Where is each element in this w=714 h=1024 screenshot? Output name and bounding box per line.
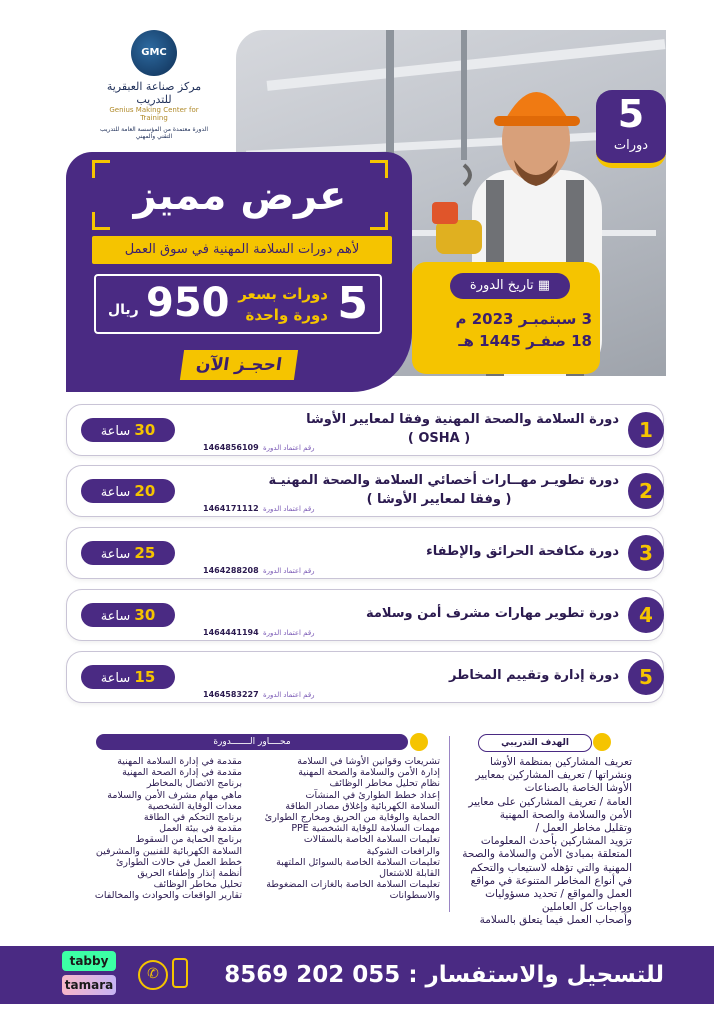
list-item: تحليل مخاطر الوظائف: [153, 879, 242, 891]
list-item: إدارة الأمن والسلامة والصحة المهنية: [298, 767, 440, 779]
list-item: ماهي مهام مشرف الأمن والسلامة: [107, 789, 242, 801]
list-item: معدات الوقاية الشخصية: [147, 800, 242, 812]
course-row[interactable]: [66, 589, 664, 641]
course-accreditation-label: رقم اعتماد الدورة: [263, 505, 315, 513]
course-number: 5: [628, 659, 664, 695]
book-now-button[interactable]: احجـز الآن: [180, 350, 298, 380]
tabby-logo: tabby: [62, 951, 116, 971]
list-item: مقدمة في إدارة السلامة المهنية: [117, 756, 242, 767]
contact-label: للتسجيل والاستفسار :: [408, 962, 664, 988]
list-item: أنظمة إنذار وإطفاء الحريق: [137, 868, 242, 880]
badge-number: 5: [617, 92, 645, 136]
course-accreditation-label: رقم اعتماد الدورة: [263, 567, 315, 575]
deal-price: 950: [146, 280, 230, 326]
course-hours: 20 ساعة: [81, 479, 175, 503]
logo-accreditation: الدورة معتمدة من المؤسسة العامة للتدريب التقني والمهني: [99, 126, 209, 140]
course-accreditation-label: رقم اعتماد الدورة: [263, 629, 315, 637]
target-icon: [593, 733, 611, 751]
list-item: تعليمات السلامة الخاصة بالسوائل الملتهبة: [276, 856, 440, 868]
date-gregorian: 3 سبتمبـر 2023 م: [455, 310, 592, 328]
goal-heading: الهدف التدريبي: [478, 734, 592, 752]
list-item: تعليمات السلامة الخاصة بالغازات المضغوطة: [266, 879, 440, 891]
course-title: دورة السلامة والصحة المهنية وفقا لمعايير الأوشا ( OSHA ): [306, 412, 619, 446]
date-label: ▦ تاريخ الدورة: [450, 273, 570, 299]
course-number: 2: [628, 473, 664, 509]
course-hours: 15 ساعة: [81, 665, 175, 689]
course-accreditation-number: 1464856109: [203, 443, 259, 452]
list-item: نظام تحليل مخاطر الوظائف: [329, 778, 440, 790]
course-accreditation-number: 1464441194: [203, 628, 259, 637]
courses-count-badge: [596, 90, 666, 168]
offer-title: عرض مميز: [133, 173, 347, 219]
list-item: والرافعات الشوكية: [366, 845, 440, 857]
list-item: مقدمة في بيئة العمل: [159, 823, 242, 835]
course-row[interactable]: [66, 651, 664, 703]
course-title: دورة إدارة وتقييم المخاطر: [449, 668, 619, 683]
course-accreditation-number: 1464171112: [203, 504, 259, 513]
list-item: تشريعات وقوانين الأوشا في السلامة: [297, 756, 440, 767]
course-hours: 30 ساعة: [81, 603, 175, 627]
mobile-phone-icon: [172, 958, 188, 988]
course-row[interactable]: [66, 404, 664, 456]
course-accreditation-label: رقم اعتماد الدورة: [263, 691, 315, 699]
goal-text: تعريف المشاركين بمنظمة الأوشا ونشراتها / تعريف المشاركين بمعايير الأوشا الخاصة بالصناعات العامة / تعريف المشاركين على معايير الأمن والسلامة والصحة المهنية وتقليل مخاطر العمل / تزويد المشاركين بأحدث المعلومات المتعلقة بمبادئ الأمن والسلامة والصحة المهنية والتي تؤهله لاستيعاب والتحكم في أنواع المخاطر المتنوعة في مواقع العمل والمواقع / تحديد مسؤوليات وواجبات كل العاملين وأصحاب العمل فيما يتعلق بالسلامة: [462, 756, 632, 927]
list-item: خطط العمل في حالات الطوارئ: [115, 856, 242, 868]
course-row[interactable]: [66, 527, 664, 579]
course-number: 3: [628, 535, 664, 571]
deal-count: 5: [337, 278, 368, 329]
tamara-logo: tamara: [62, 975, 116, 995]
list-item: الحماية والوقاية من الحريق ومخارج الطوارئ: [264, 812, 440, 824]
deal-line-1: دورات بسعر: [238, 285, 328, 303]
contact-line[interactable]: [200, 958, 664, 992]
logo-name-ar: مركز صناعة العبقرية للتدريب: [106, 80, 202, 106]
axes-heading: محــــاور الـــــــدورة: [96, 734, 408, 750]
deal-box: [94, 274, 382, 334]
list-item: برنامج الاتصال بالمخاطر: [146, 778, 242, 790]
date-hijri: 18 صفـر 1445 هـ: [458, 332, 592, 350]
logo-emblem: GMC: [131, 30, 177, 76]
center-logo: [98, 30, 210, 140]
list-item: تعليمات السلامة الخاصة بالسقالات: [303, 834, 440, 846]
list-item: والاسطوانات: [389, 890, 440, 902]
course-accreditation-number: 1464288208: [203, 566, 259, 575]
list-item: تقارير الواقعات والحوادث والمخالفات: [94, 890, 242, 902]
deal-line-2: دورة واحدة: [245, 306, 328, 324]
course-number: 4: [628, 597, 664, 633]
course-accreditation-label: رقم اعتماد الدورة: [263, 444, 315, 452]
document-icon: [410, 733, 428, 751]
course-number: 1: [628, 412, 664, 448]
course-hours: 30 ساعة: [81, 418, 175, 442]
list-item: السلامة الكهربائية للفنيين والمشرفين: [95, 845, 242, 857]
list-item: برنامج الحماية من السقوط: [135, 834, 242, 846]
list-item: مقدمة في إدارة الصحة المهنية: [122, 767, 242, 779]
whatsapp-icon[interactable]: ✆: [138, 960, 168, 990]
course-accreditation-number: 1464583227: [203, 690, 259, 699]
calendar-icon: ▦: [533, 278, 551, 293]
list-item: مهمات السلامة للوقاية الشخصية PPE: [291, 823, 440, 835]
deal-currency: ريال: [108, 302, 139, 318]
list-item: برنامج التحكم في الطاقة: [143, 812, 242, 824]
axes-list-right: [240, 756, 440, 902]
course-hours: 25 ساعة: [81, 541, 175, 565]
list-item: إعداد خطط الطوارئ في المنشآت: [305, 789, 440, 801]
phone-number[interactable]: 055 202 8569: [224, 962, 401, 988]
course-title: دورة مكافحة الحرائق والإطفاء: [426, 544, 619, 559]
list-item: القابلة للاشتعال: [379, 868, 440, 880]
date-lines: [420, 308, 592, 352]
list-item: السلامة الكهربائية وإغلاق مصادر الطاقة: [285, 800, 440, 812]
axes-list-left: [60, 756, 242, 902]
course-title: دورة تطويـر مهــارات أخصائي السلامة والصحة المهنيـة ( وفقا لمعايير الأوشا ): [268, 473, 619, 507]
deal-lines: [238, 284, 328, 326]
course-row[interactable]: [66, 465, 664, 517]
badge-label: دورات: [613, 138, 649, 153]
course-title: دورة تطوير مهارات مشرف أمن وسلامة: [365, 606, 619, 621]
column-divider: [449, 736, 450, 912]
logo-name-en: Genius Making Center for Training: [109, 106, 199, 122]
offer-subtitle: لأهم دورات السلامة المهنية في سوق العمل: [92, 236, 392, 264]
